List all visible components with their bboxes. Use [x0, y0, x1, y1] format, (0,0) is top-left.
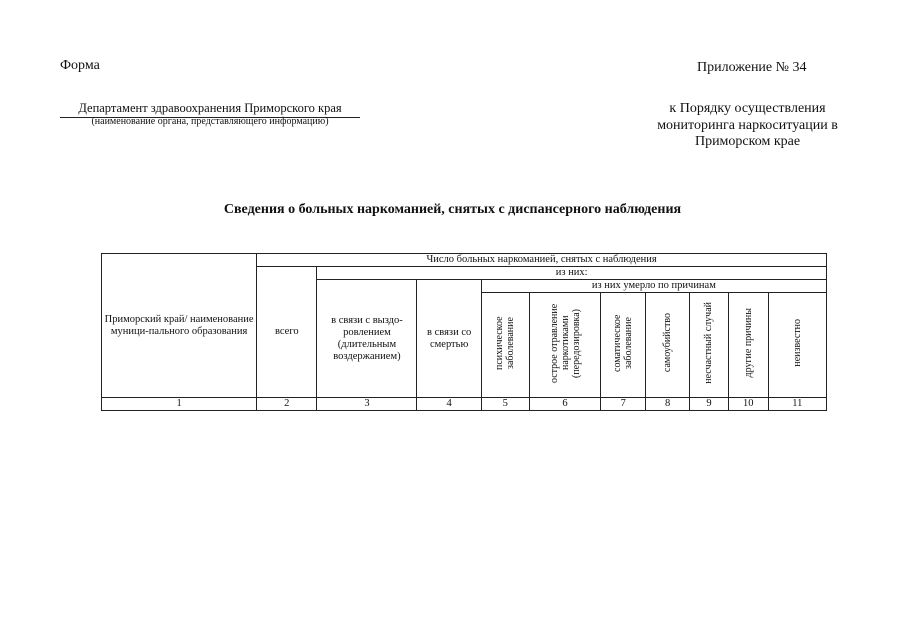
department-name: Департамент здравоохранения Приморского края [60, 101, 360, 118]
cause-header-unknown [768, 293, 826, 398]
order-reference: к Порядку осуществления мониторинга наркоситуации в Приморском крае [657, 101, 838, 149]
column-number: 7 [601, 398, 646, 411]
cause-label: психическое заболевание [494, 316, 517, 370]
cause-header-overdose [529, 293, 600, 398]
total-column-header: всего [257, 267, 317, 398]
died-by-cause-header: из них умерло по причинам [481, 280, 826, 293]
cause-label: острое отравление наркотиками (передозировка) [548, 303, 582, 383]
group-header: Число больных наркоманией, снятых с наблюдения [257, 254, 827, 267]
column-number: 6 [529, 398, 600, 411]
of-them-header: из них: [317, 267, 827, 280]
column-number: 10 [728, 398, 768, 411]
appendix-label: Приложение № 34 [697, 60, 807, 75]
region-column-header: Приморский край/ наименование муници-пального образования [102, 254, 257, 398]
document-title: Сведения о больных наркоманией, снятых с диспансерного наблюдения [223, 202, 682, 217]
cause-header-mental [481, 293, 529, 398]
column-number: 8 [646, 398, 690, 411]
death-column-header: в связи со смертью [417, 280, 481, 398]
cause-header-other [728, 293, 768, 398]
column-number: 1 [102, 398, 257, 411]
cause-label: другие причины [742, 308, 754, 378]
column-number: 11 [768, 398, 826, 411]
department-caption: (наименование органа, представляющего информацию) [91, 116, 329, 127]
cause-label: соматическое заболевание [612, 314, 635, 372]
cause-header-accident [690, 293, 729, 398]
cause-label: неизвестно [791, 319, 803, 367]
cause-header-somatic [601, 293, 646, 398]
cause-label: самоубийство [662, 313, 674, 373]
column-number: 2 [257, 398, 317, 411]
column-numbers-row [102, 398, 827, 411]
column-number: 3 [317, 398, 417, 411]
column-number: 9 [690, 398, 729, 411]
column-number: 4 [417, 398, 481, 411]
cause-header-suicide [646, 293, 690, 398]
column-number: 5 [481, 398, 529, 411]
recovery-column-header: в связи с выздо-ровлением (длительным воздержанием) [317, 280, 417, 398]
form-label: Форма [60, 58, 100, 73]
cause-label: несчастный случай [703, 302, 715, 384]
report-table [101, 253, 827, 411]
